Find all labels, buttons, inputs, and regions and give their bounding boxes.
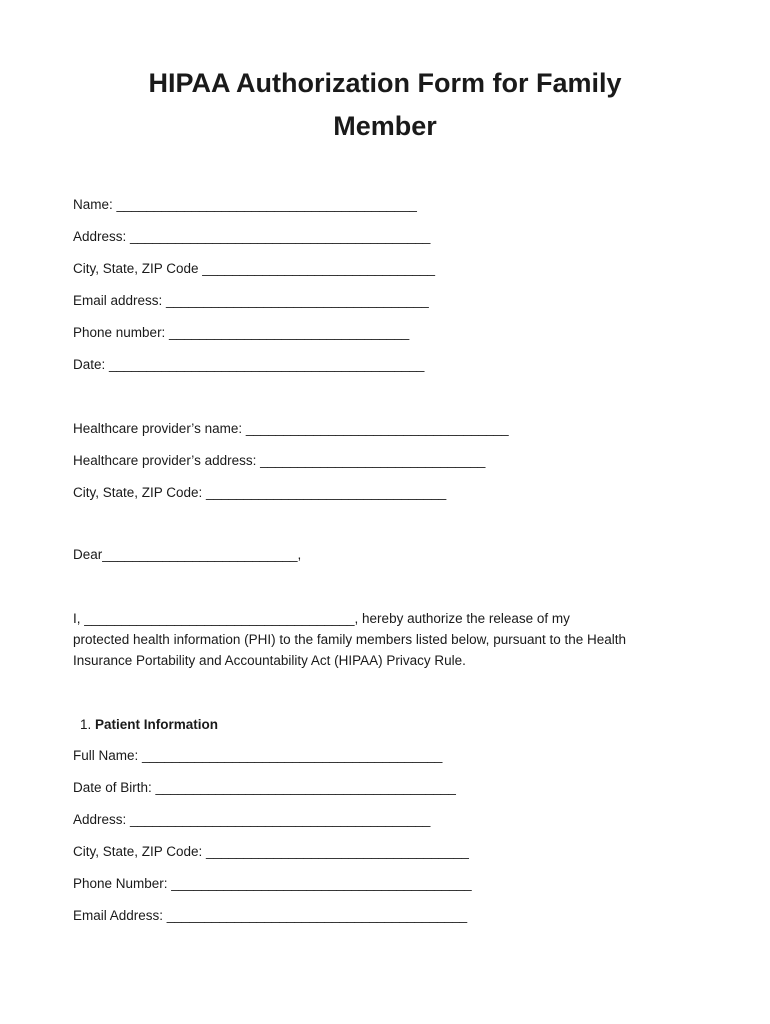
authorization-paragraph <box>73 608 703 671</box>
section-1-number: 1. <box>80 717 96 732</box>
sender-date-field: Date: __________________________________________ <box>73 357 425 372</box>
sender-name-field: Name: ________________________________________ <box>73 197 417 212</box>
provider-city-state-zip-field: City, State, ZIP Code: ________________________________ <box>73 485 447 500</box>
form-title-line-1: HIPAA Authorization Form for Family <box>148 68 622 98</box>
form-title-line-2: Member <box>333 111 437 141</box>
patient-phone-field: Phone Number: ________________________________________ <box>73 876 472 891</box>
sender-phone-field: Phone number: ________________________________ <box>73 325 410 340</box>
authorization-line-2: protected health information (PHI) to the family members listed below, pursuant to the Health <box>73 632 627 647</box>
sender-city-state-zip-field: City, State, ZIP Code _______________________________ <box>73 261 436 276</box>
patient-address-field: Address: ________________________________________ <box>73 812 431 827</box>
sender-email-field: Email address: ___________________________________ <box>73 293 429 308</box>
form-title <box>0 62 770 148</box>
authorization-line-3: Insurance Portability and Accountability Act (HIPAA) Privacy Rule. <box>73 653 466 668</box>
patient-full-name-field: Full Name: ________________________________________ <box>73 748 443 763</box>
patient-email-field: Email Address: ________________________________________ <box>73 908 468 923</box>
salutation: Dear__________________________, <box>73 547 302 562</box>
patient-city-state-zip-field: City, State, ZIP Code: ___________________________________ <box>73 844 469 859</box>
sender-address-field: Address: ________________________________________ <box>73 229 431 244</box>
section-1-heading <box>80 716 218 734</box>
provider-address-field: Healthcare provider’s address: ______________________________ <box>73 453 486 468</box>
authorization-line-1: I, ____________________________________, hereby authorize the release of my <box>73 611 570 626</box>
provider-name-field: Healthcare provider’s name: ___________________________________ <box>73 421 509 436</box>
patient-dob-field: Date of Birth: ________________________________________ <box>73 780 456 795</box>
section-1-title: Patient Information <box>95 717 219 732</box>
